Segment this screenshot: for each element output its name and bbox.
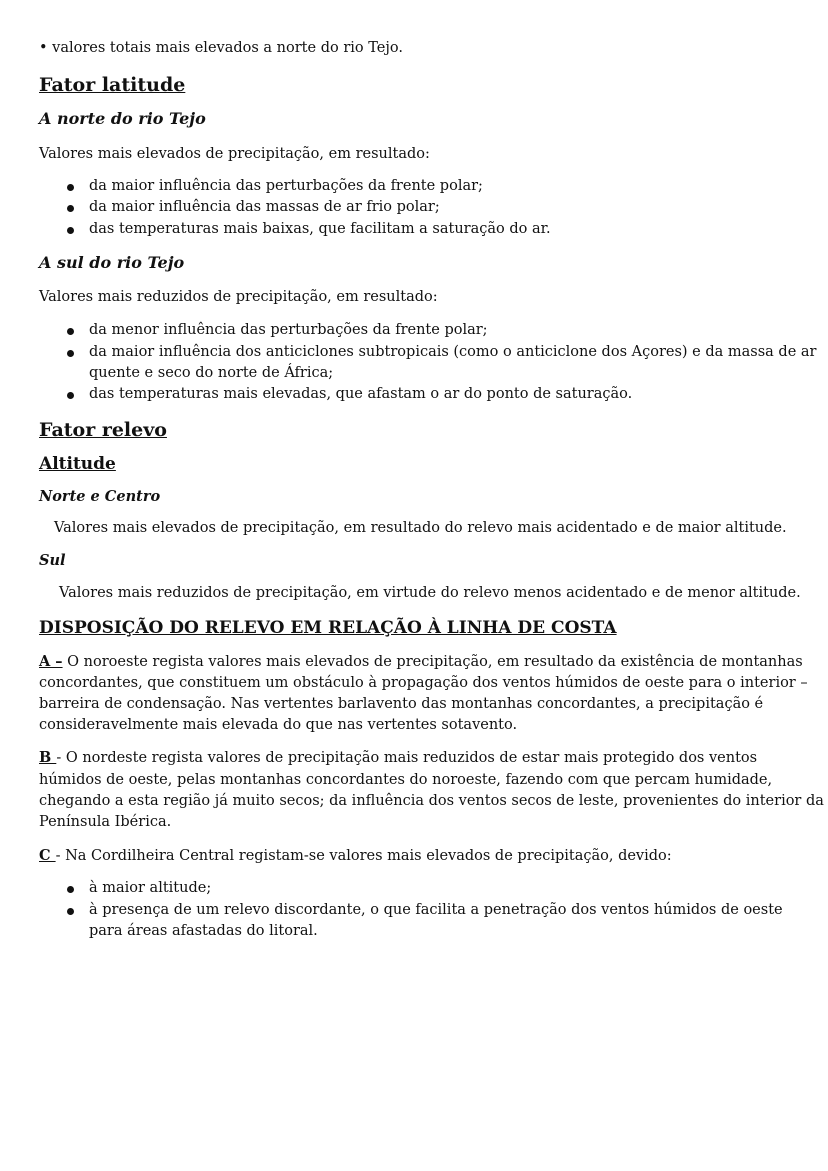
list-item: das temperaturas mais elevadas, que afastam o ar do ponto de saturação. xyxy=(89,386,633,402)
list-item-continuation: quente e seco do norte de África; xyxy=(89,365,334,381)
list-item: da maior influência dos anticiclones subtropicais (como o anticiclone dos Açores) e da massa de ar xyxy=(89,344,817,360)
subheading-altitude: Altitude xyxy=(39,454,116,474)
paragraph-a-line: barreira de condensação. Nas vertentes barlavento das montanhas concordantes, a precipitação é xyxy=(39,696,764,712)
paragraph-a-line: consideravelmente mais elevada do que nas vertentes sotavento. xyxy=(39,717,518,733)
section-title-fator-relevo: Fator relevo xyxy=(39,419,167,441)
subheading-norte-centro: Norte e Centro xyxy=(39,488,161,505)
list-item: da maior influência das perturbações da frente polar; xyxy=(89,178,483,194)
subheading-norte-tejo: A norte do rio Tejo xyxy=(39,109,206,128)
list-item: da menor influência das perturbações da frente polar; xyxy=(89,322,488,338)
subheading-sul: Sul xyxy=(39,552,66,569)
list-item: da maior influência das massas de ar frio polar; xyxy=(89,199,440,215)
paragraph-b-line: chegando a esta região já muito secos; da influência dos ventos secos de leste, provenientes do interior da xyxy=(39,793,824,809)
list-item-continuation: para áreas afastadas do litoral. xyxy=(89,923,318,939)
paragraph-b-text: - O nordeste regista valores de precipitação mais reduzidos de estar mais protegido dos ventos xyxy=(56,750,758,766)
paragraph-c-text: - Na Cordilheira Central registam-se valores mais elevados de precipitação, devido: xyxy=(55,848,672,864)
paragraph-a-text: O noroeste regista valores mais elevados de precipitação, em resultado da existência de montanhas xyxy=(62,654,803,670)
paragraph-a-line xyxy=(39,652,803,672)
label-a: A – xyxy=(39,653,63,670)
paragraph-b-line xyxy=(39,748,757,768)
label-b: B xyxy=(39,749,57,766)
paragraph-sul: Valores mais reduzidos de precipitação, em virtude do relevo menos acidentado e de menor altitude. xyxy=(59,585,801,601)
paragraph-c-line xyxy=(39,846,672,866)
paragraph-a-line: concordantes, que constituem um obstáculo à propagação dos ventos húmidos de oeste para o interior – xyxy=(39,675,808,691)
list-item: à maior altitude; xyxy=(89,880,212,896)
section-title-fator-latitude: Fator latitude xyxy=(39,74,186,96)
subheading-sul-tejo: A sul do rio Tejo xyxy=(39,253,185,272)
paragraph-b-line: húmidos de oeste, pelas montanhas concordantes do noroeste, fazendo com que percam humidade, xyxy=(39,772,773,788)
intro-bullet: • valores totais mais elevados a norte do rio Tejo. xyxy=(39,40,403,56)
list-item: à presença de um relevo discordante, o que facilita a penetração dos ventos húmidos de oeste xyxy=(89,902,783,918)
list-item: das temperaturas mais baixas, que facilitam a saturação do ar. xyxy=(89,221,551,237)
paragraph-norte-intro: Valores mais elevados de precipitação, em resultado: xyxy=(39,146,430,162)
paragraph-norte-centro: Valores mais elevados de precipitação, em resultado do relevo mais acidentado e de maior altitude. xyxy=(54,520,787,536)
section-title-disposicao: DISPOSIÇÃO DO RELEVO EM RELAÇÃO À LINHA DE COSTA xyxy=(39,618,617,638)
label-c: C xyxy=(39,847,56,864)
paragraph-sul-intro: Valores mais reduzidos de precipitação, em resultado: xyxy=(39,289,438,305)
paragraph-b-line: Península Ibérica. xyxy=(39,814,172,830)
